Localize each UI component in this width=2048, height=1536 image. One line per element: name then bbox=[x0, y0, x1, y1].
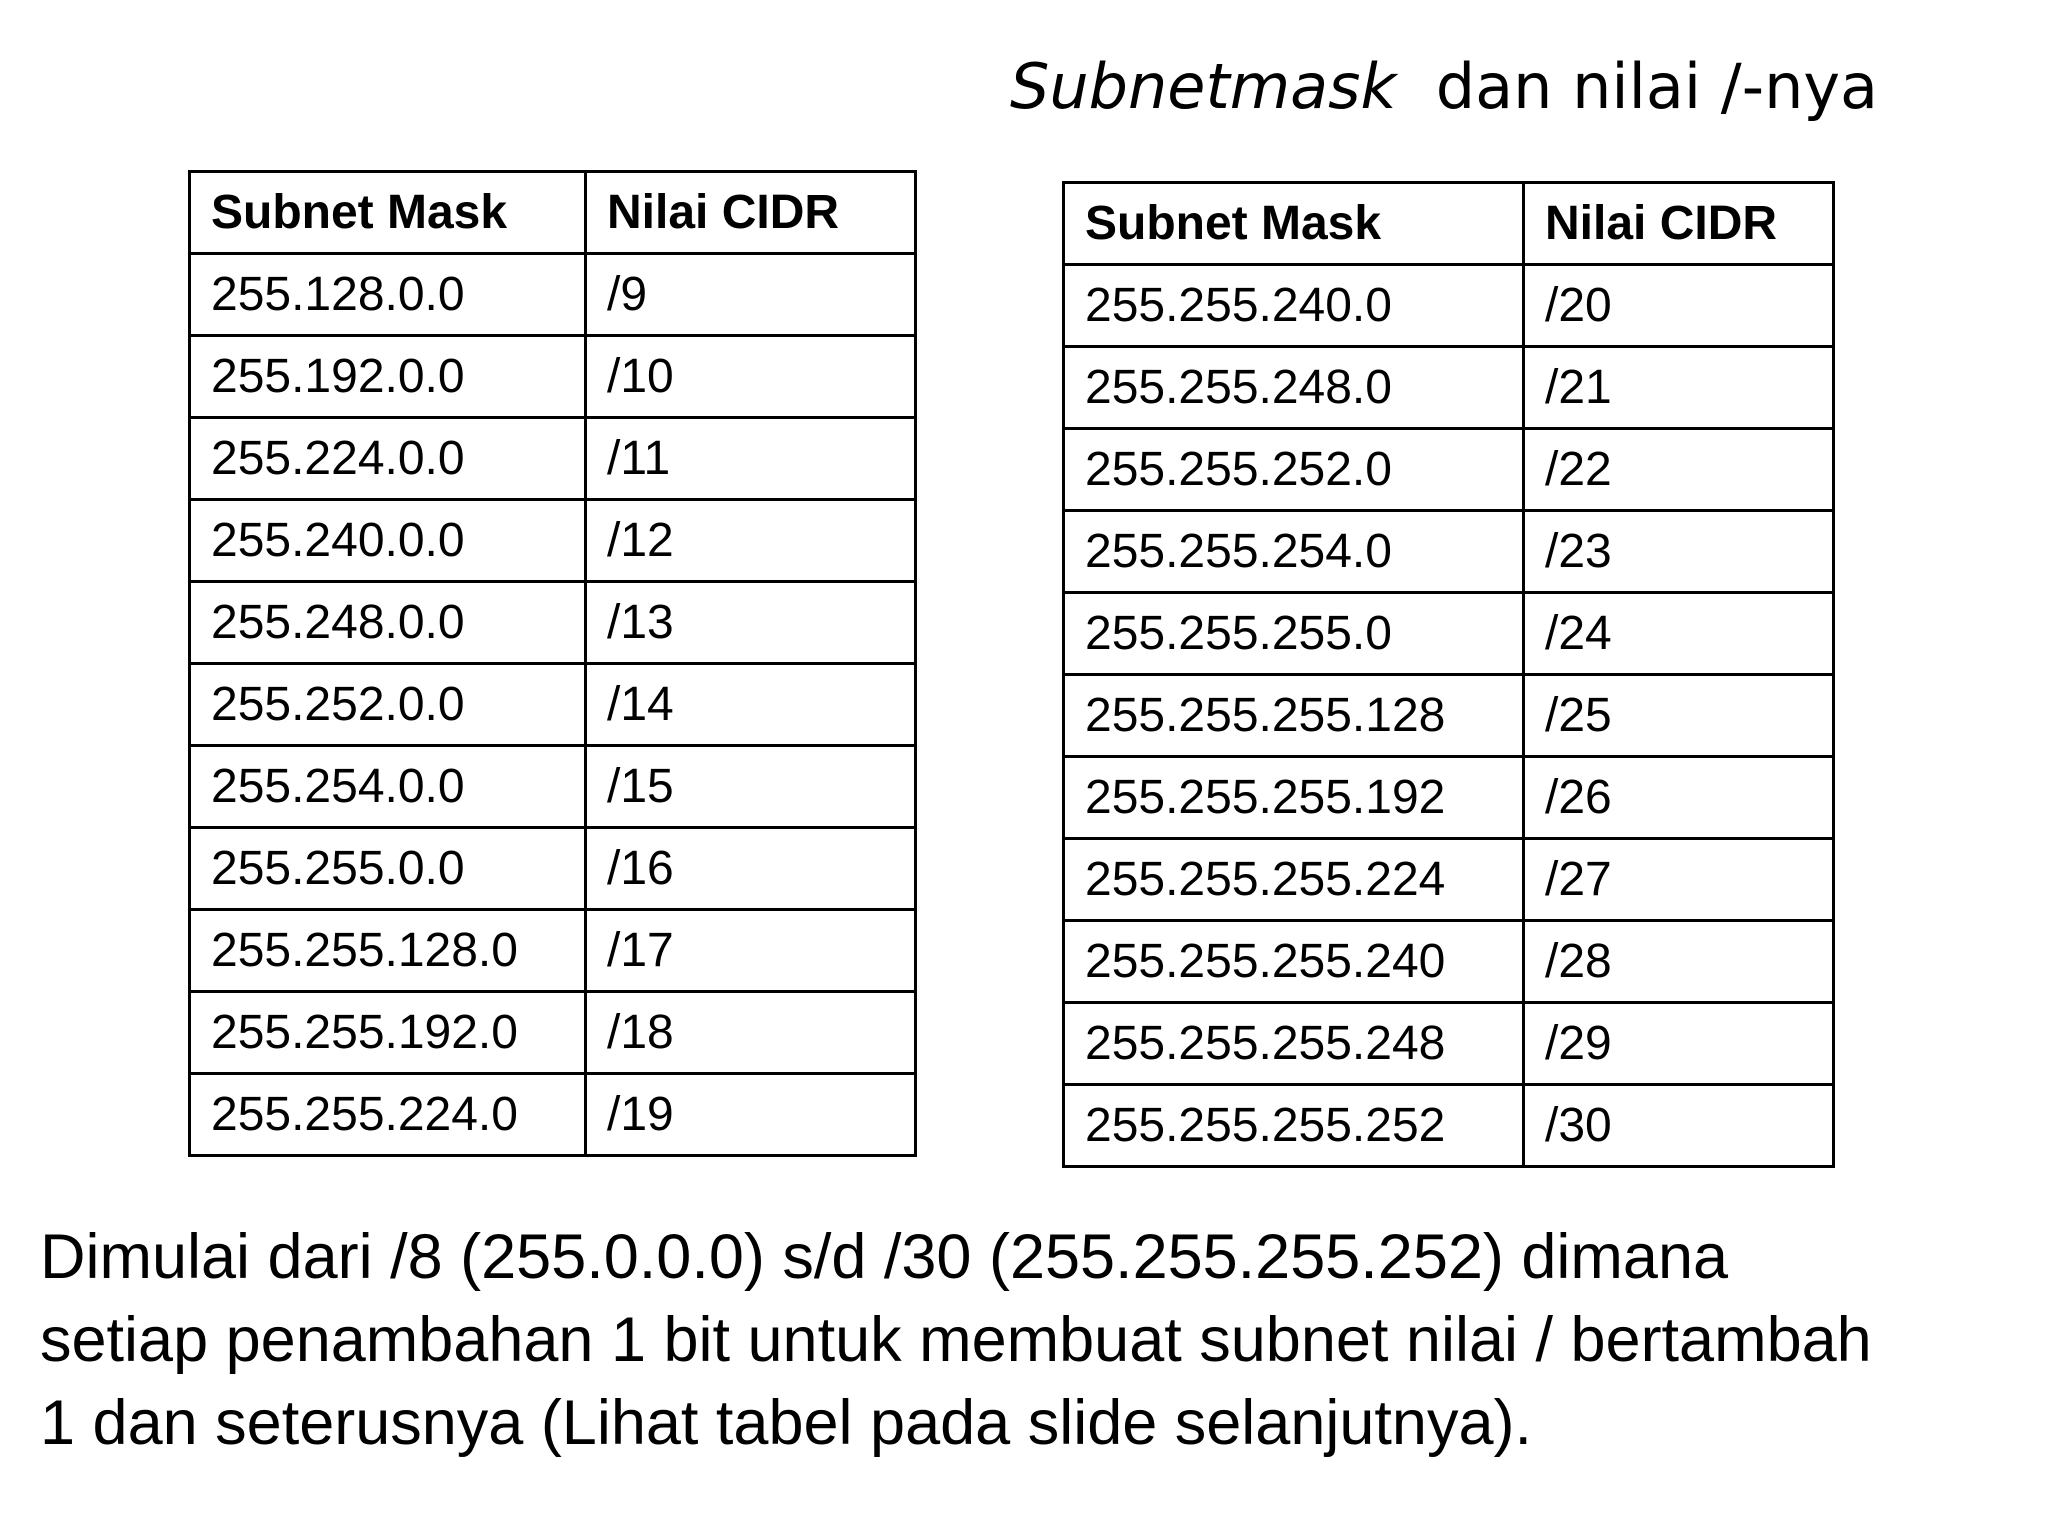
cell-subnet-mask: 255.255.255.240 bbox=[1064, 921, 1524, 1003]
cell-cidr-value: /18 bbox=[586, 992, 916, 1074]
cell-cidr-value: /21 bbox=[1524, 347, 1834, 429]
cell-subnet-mask: 255.255.254.0 bbox=[1064, 511, 1524, 593]
cidr-table-right bbox=[1062, 181, 1835, 1168]
cell-subnet-mask: 255.192.0.0 bbox=[190, 336, 586, 418]
cell-subnet-mask: 255.248.0.0 bbox=[190, 582, 586, 664]
cell-cidr-value: /23 bbox=[1524, 511, 1834, 593]
cell-cidr-value: /13 bbox=[586, 582, 916, 664]
table-row bbox=[1064, 757, 1834, 839]
table-row bbox=[190, 582, 916, 664]
table-row bbox=[190, 664, 916, 746]
header-nilai-cidr: Nilai CIDR bbox=[586, 172, 916, 254]
table-row bbox=[190, 500, 916, 582]
cell-subnet-mask: 255.255.252.0 bbox=[1064, 429, 1524, 511]
cell-cidr-value: /25 bbox=[1524, 675, 1834, 757]
table-row bbox=[190, 336, 916, 418]
cell-cidr-value: /29 bbox=[1524, 1003, 1834, 1085]
cell-subnet-mask: 255.128.0.0 bbox=[190, 254, 586, 336]
slide-title-rest: dan nilai /-nya bbox=[1435, 50, 1879, 123]
cell-cidr-value: /12 bbox=[586, 500, 916, 582]
slide-title bbox=[1010, 42, 1878, 132]
cell-subnet-mask: 255.255.255.0 bbox=[1064, 593, 1524, 675]
table-row bbox=[1064, 347, 1834, 429]
table-row bbox=[1064, 429, 1834, 511]
table-row bbox=[1064, 265, 1834, 347]
cell-subnet-mask: 255.255.255.128 bbox=[1064, 675, 1524, 757]
cell-subnet-mask: 255.254.0.0 bbox=[190, 746, 586, 828]
table-row bbox=[190, 418, 916, 500]
body-paragraph bbox=[40, 1216, 2030, 1465]
table-body-right bbox=[1064, 265, 1834, 1167]
cell-subnet-mask: 255.255.248.0 bbox=[1064, 347, 1524, 429]
table-body-left bbox=[190, 254, 916, 1156]
header-nilai-cidr: Nilai CIDR bbox=[1524, 183, 1834, 265]
cell-cidr-value: /20 bbox=[1524, 265, 1834, 347]
cell-cidr-value: /19 bbox=[586, 1074, 916, 1156]
cell-subnet-mask: 255.255.0.0 bbox=[190, 828, 586, 910]
cell-subnet-mask: 255.255.255.248 bbox=[1064, 1003, 1524, 1085]
body-line: setiap penambahan 1 bit untuk membuat subnet nilai / bertambah bbox=[40, 1305, 1872, 1375]
table-row bbox=[190, 828, 916, 910]
cell-cidr-value: /15 bbox=[586, 746, 916, 828]
cell-subnet-mask: 255.252.0.0 bbox=[190, 664, 586, 746]
table-row bbox=[190, 1074, 916, 1156]
table-row bbox=[190, 992, 916, 1074]
cell-subnet-mask: 255.255.255.224 bbox=[1064, 839, 1524, 921]
cell-cidr-value: /27 bbox=[1524, 839, 1834, 921]
cell-subnet-mask: 255.255.255.252 bbox=[1064, 1085, 1524, 1167]
cell-cidr-value: /10 bbox=[586, 336, 916, 418]
cell-cidr-value: /14 bbox=[586, 664, 916, 746]
cidr-table-left bbox=[188, 170, 917, 1157]
cell-subnet-mask: 255.255.128.0 bbox=[190, 910, 586, 992]
cell-subnet-mask: 255.255.192.0 bbox=[190, 992, 586, 1074]
cell-subnet-mask: 255.224.0.0 bbox=[190, 418, 586, 500]
table-row bbox=[1064, 511, 1834, 593]
cell-subnet-mask: 255.255.224.0 bbox=[190, 1074, 586, 1156]
cell-cidr-value: /30 bbox=[1524, 1085, 1834, 1167]
cell-cidr-value: /26 bbox=[1524, 757, 1834, 839]
cell-cidr-value: /24 bbox=[1524, 593, 1834, 675]
table-row bbox=[1064, 1085, 1834, 1167]
header-subnet-mask: Subnet Mask bbox=[1064, 183, 1524, 265]
table-row bbox=[190, 254, 916, 336]
table-header-row bbox=[1064, 183, 1834, 265]
table-row bbox=[1064, 1003, 1834, 1085]
cell-cidr-value: /17 bbox=[586, 910, 916, 992]
cell-cidr-value: /9 bbox=[586, 254, 916, 336]
cell-subnet-mask: 255.255.255.192 bbox=[1064, 757, 1524, 839]
table-row bbox=[190, 746, 916, 828]
table-row bbox=[1064, 839, 1834, 921]
cell-cidr-value: /11 bbox=[586, 418, 916, 500]
table-row bbox=[1064, 921, 1834, 1003]
cell-subnet-mask: 255.255.240.0 bbox=[1064, 265, 1524, 347]
cell-subnet-mask: 255.240.0.0 bbox=[190, 500, 586, 582]
body-line: 1 dan seterusnya (Lihat tabel pada slide selanjutnya). bbox=[40, 1388, 1532, 1458]
cell-cidr-value: /28 bbox=[1524, 921, 1834, 1003]
table-row bbox=[1064, 593, 1834, 675]
cell-cidr-value: /16 bbox=[586, 828, 916, 910]
slide-title-italic: Subnetmask bbox=[1010, 50, 1397, 123]
table-row bbox=[1064, 675, 1834, 757]
body-line: Dimulai dari /8 (255.0.0.0) s/d /30 (255.255.255.252) dimana bbox=[40, 1222, 1729, 1292]
cell-cidr-value: /22 bbox=[1524, 429, 1834, 511]
table-header-row bbox=[190, 172, 916, 254]
header-subnet-mask: Subnet Mask bbox=[190, 172, 586, 254]
table-row bbox=[190, 910, 916, 992]
